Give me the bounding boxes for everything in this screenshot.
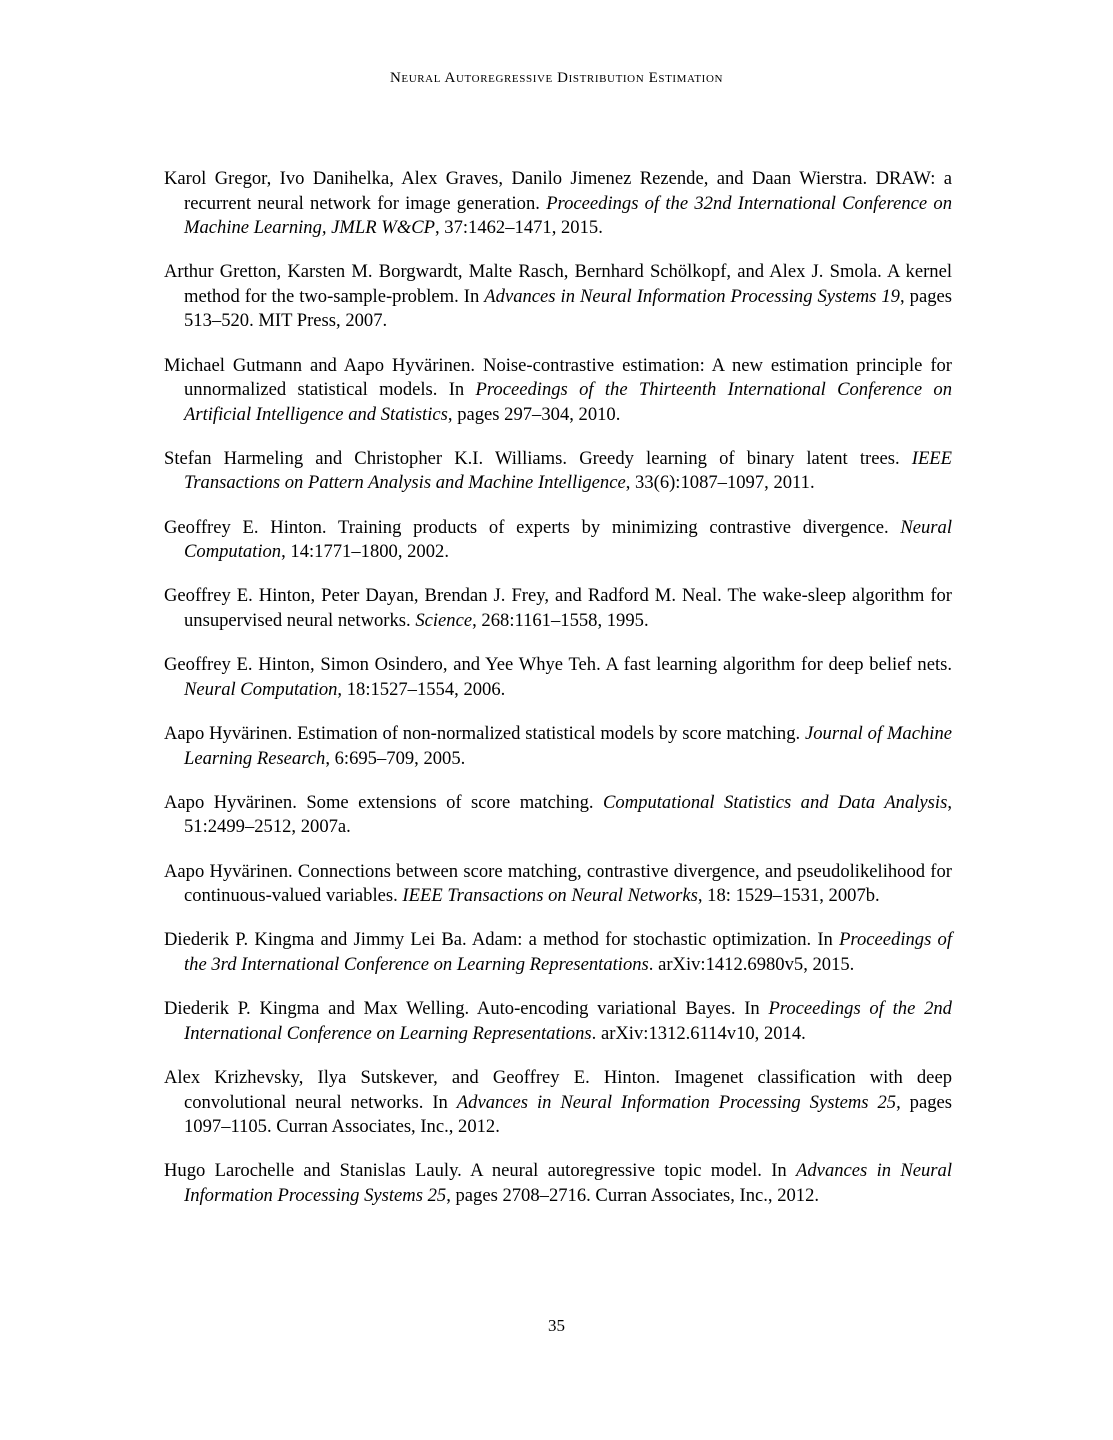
reference-details: , 18: 1529–1531, 2007b. bbox=[697, 885, 880, 907]
reference-entry bbox=[164, 928, 952, 977]
reference-details: , pages 297–304, 2010. bbox=[447, 403, 621, 425]
reference-details: , 51:2499–2512, 2007a. bbox=[184, 791, 952, 838]
reference-title: Estimation of non-normalized statistical models by score matching. bbox=[297, 723, 801, 745]
reference-venue: IEEE Transactions on Pattern Analysis and Machine Intelligence bbox=[184, 447, 953, 494]
reference-venue: Proceedings of the 2nd International Conference on Learning Representations bbox=[184, 998, 952, 1044]
reference-title: Adam: a method for stochastic optimization. In bbox=[471, 929, 833, 951]
reference-list bbox=[164, 167, 952, 1228]
reference-details: . arXiv:1412.6980v5, 2015. bbox=[648, 953, 855, 975]
reference-entry bbox=[164, 722, 952, 771]
reference-details: , pages 513–520. MIT Press, 2007. bbox=[184, 285, 952, 332]
reference-authors: Geoffrey E. Hinton, Simon Osindero, and Yee Whye Teh. bbox=[164, 654, 601, 676]
reference-venue: Neural Computation bbox=[184, 678, 338, 700]
reference-venue: Proceedings of the 32nd International Conference on Machine Learning, JMLR W&CP bbox=[184, 192, 953, 238]
reference-details: , 14:1771–1800, 2002. bbox=[281, 541, 449, 563]
reference-entry bbox=[164, 516, 952, 565]
reference-entry bbox=[164, 860, 952, 909]
reference-entry bbox=[164, 1066, 952, 1140]
reference-venue: Advances in Neural Information Processing Systems 19 bbox=[484, 285, 900, 307]
reference-entry bbox=[164, 653, 952, 702]
reference-title: The wake-sleep algorithm for unsupervised neural networks. bbox=[184, 585, 952, 631]
reference-title: Imagenet classification with deep convolutional neural networks. In bbox=[184, 1067, 952, 1113]
reference-venue: Neural Computation bbox=[184, 516, 952, 563]
reference-title: A kernel method for the two-sample-problem. In bbox=[184, 261, 952, 307]
reference-title: Noise-contrastive estimation: A new estimation principle for unnormalized statistical models. In bbox=[184, 354, 952, 401]
reference-title: Training products of experts by minimizing contrastive divergence. bbox=[338, 516, 889, 538]
reference-entry bbox=[164, 447, 952, 496]
reference-title: Greedy learning of binary latent trees. bbox=[579, 447, 900, 469]
reference-entry bbox=[164, 167, 952, 241]
reference-title: DRAW: a recurrent neural network for image generation. bbox=[184, 168, 952, 214]
reference-entry bbox=[164, 584, 952, 633]
reference-details: . arXiv:1312.6114v10, 2014. bbox=[591, 1022, 806, 1044]
reference-venue: Computational Statistics and Data Analysis bbox=[603, 791, 948, 813]
reference-title: Some extensions of score matching. bbox=[306, 791, 594, 813]
reference-venue: Science bbox=[415, 609, 473, 631]
reference-entry bbox=[164, 997, 952, 1046]
reference-venue: Journal of Machine Learning Research bbox=[184, 723, 952, 769]
reference-venue: Proceedings of the Thirteenth International Conference on Artificial Intelligence and Statistics bbox=[184, 379, 952, 425]
reference-title: A neural autoregressive topic model. In bbox=[470, 1160, 787, 1182]
reference-title: Auto-encoding variational Bayes. In bbox=[476, 998, 760, 1020]
reference-details: , pages 1097–1105. Curran Associates, Inc., 2012. bbox=[184, 1091, 952, 1138]
reference-venue: Proceedings of the 3rd International Conference on Learning Representations bbox=[184, 929, 952, 975]
reference-authors: Diederik P. Kingma and Max Welling. bbox=[164, 998, 470, 1020]
reference-venue: IEEE Transactions on Neural Networks bbox=[402, 885, 698, 907]
reference-entry bbox=[164, 260, 952, 334]
reference-authors: Hugo Larochelle and Stanislas Lauly. bbox=[164, 1160, 462, 1182]
reference-authors: Arthur Gretton, Karsten M. Borgwardt, Malte Rasch, Bernhard Schölkopf, and Alex J. Smola. bbox=[164, 261, 882, 283]
reference-authors: Alex Krizhevsky, Ilya Sutskever, and Geoffrey E. Hinton. bbox=[164, 1067, 661, 1089]
reference-venue: Advances in Neural Information Processing Systems 25 bbox=[184, 1160, 953, 1206]
reference-details: , 33(6):1087–1097, 2011. bbox=[625, 472, 815, 494]
reference-details: , 268:1161–1558, 1995. bbox=[472, 609, 649, 631]
reference-authors: Aapo Hyvärinen. bbox=[164, 860, 293, 882]
page-number: 35 bbox=[548, 1316, 565, 1335]
reference-authors: Aapo Hyvärinen. bbox=[164, 791, 297, 813]
reference-details: , pages 2708–2716. Curran Associates, Inc., 2012. bbox=[446, 1184, 820, 1206]
reference-authors: Stefan Harmeling and Christopher K.I. Williams. bbox=[164, 447, 568, 469]
reference-entry bbox=[164, 1159, 952, 1208]
reference-title: Connections between score matching, contrastive divergence, and pseudolikelihood for continuous-valued variables. bbox=[184, 860, 952, 907]
reference-entry bbox=[164, 791, 952, 840]
reference-authors: Geoffrey E. Hinton. bbox=[164, 516, 327, 538]
running-head: Neural Autoregressive Distribution Estimation bbox=[389, 70, 724, 86]
reference-authors: Michael Gutmann and Aapo Hyvärinen. bbox=[164, 354, 476, 376]
reference-details: , 37:1462–1471, 2015. bbox=[434, 217, 603, 238]
reference-venue: Advances in Neural Information Processing Systems 25 bbox=[456, 1091, 897, 1113]
reference-authors: Diederik P. Kingma and Jimmy Lei Ba. bbox=[164, 929, 467, 951]
reference-details: , 18:1527–1554, 2006. bbox=[337, 678, 506, 700]
reference-entry bbox=[164, 354, 952, 428]
reference-authors: Aapo Hyvärinen. bbox=[164, 723, 293, 745]
reference-details: , 6:695–709, 2005. bbox=[325, 747, 466, 769]
reference-title: A fast learning algorithm for deep belief nets. bbox=[605, 654, 952, 676]
reference-authors: Karol Gregor, Ivo Danihelka, Alex Graves, Danilo Jimenez Rezende, and Daan Wierstra. bbox=[164, 168, 868, 189]
reference-authors: Geoffrey E. Hinton, Peter Dayan, Brendan J. Frey, and Radford M. Neal. bbox=[164, 585, 722, 607]
